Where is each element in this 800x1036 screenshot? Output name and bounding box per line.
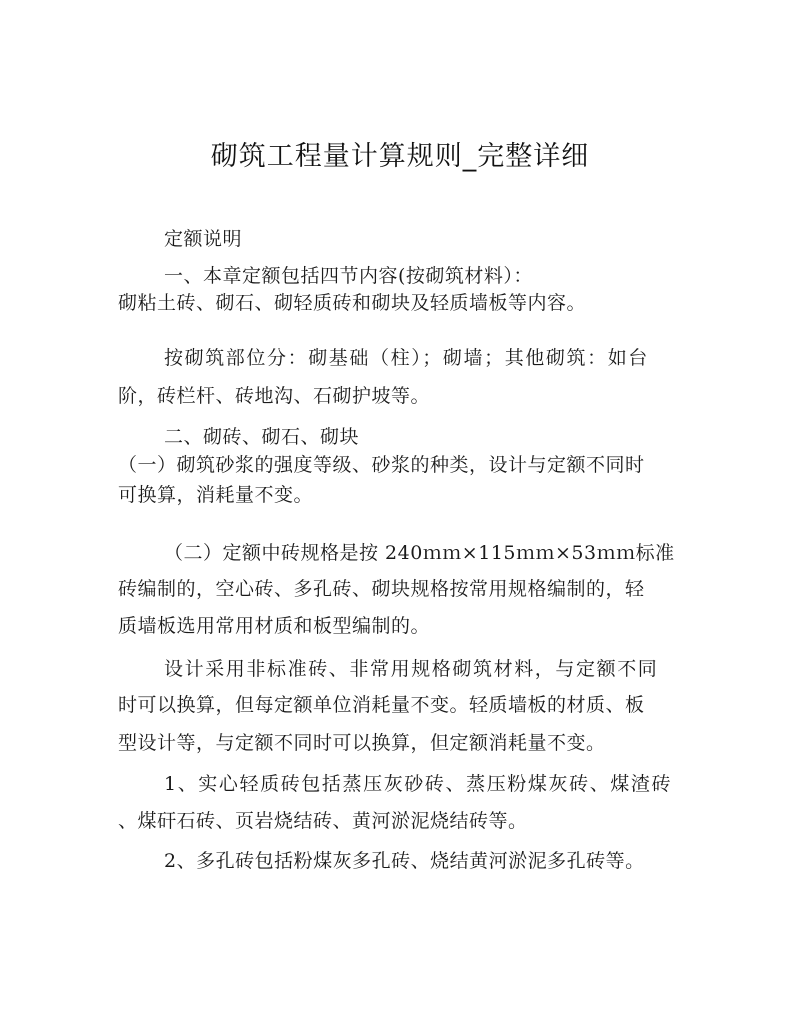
paragraph-line: 时可以换算，但每定额单位消耗量不变。轻质墙板的材质、板 [118, 694, 645, 716]
paragraph-line: 砖编制的，空心砖、多孔砖、砌块规格按常用规格编制的，轻 [118, 578, 645, 600]
paragraph-line: 设计采用非标准砖、非常用规格砌筑材料，与定额不同 [164, 658, 659, 680]
paragraph-line: （二）定额中砖规格是按 240ｍｍ×115ｍｍ×53ｍｍ标准 [164, 542, 675, 564]
paragraph-line: 砌粘土砖、砌石、砌轻质砖和砌块及轻质墙板等内容。 [118, 292, 587, 314]
paragraph-line: 质墙板选用常用材质和板型编制的。 [118, 615, 431, 637]
paragraph-line: 阶，砖栏杆、砖地沟、石砌护坡等。 [118, 385, 431, 407]
paragraph-line: 可换算，消耗量不变。 [118, 484, 314, 506]
paragraph-line: 1、实心轻质砖包括蒸压灰砂砖、蒸压粉煤灰砖、煤渣砖 [164, 773, 673, 795]
paragraph-line: 2、多孔砖包括粉煤灰多孔砖、烧结黄河淤泥多孔砖等。 [164, 850, 645, 872]
paragraph-line: （一）砌筑砂浆的强度等级、砂浆的种类，设计与定额不同时 [118, 454, 645, 476]
paragraph-line: 、煤矸石砖、页岩烧结砖、黄河淤泥烧结砖等。 [118, 810, 528, 832]
paragraph-line: 按砌筑部位分：砌基础（柱）；砌墙；其他砌筑：如台 [164, 347, 649, 369]
document-title: 砌筑工程量计算规则_完整详细 [210, 141, 590, 172]
paragraph-line: 型设计等，与定额不同时可以换算，但定额消耗量不变。 [118, 732, 606, 754]
paragraph-line: 一、本章定额包括四节内容(按砌筑材料）： [164, 265, 533, 287]
paragraph-line: 定额说明 [164, 228, 243, 250]
paragraph-line: 二、砌砖、砌石、砌块 [164, 426, 360, 448]
